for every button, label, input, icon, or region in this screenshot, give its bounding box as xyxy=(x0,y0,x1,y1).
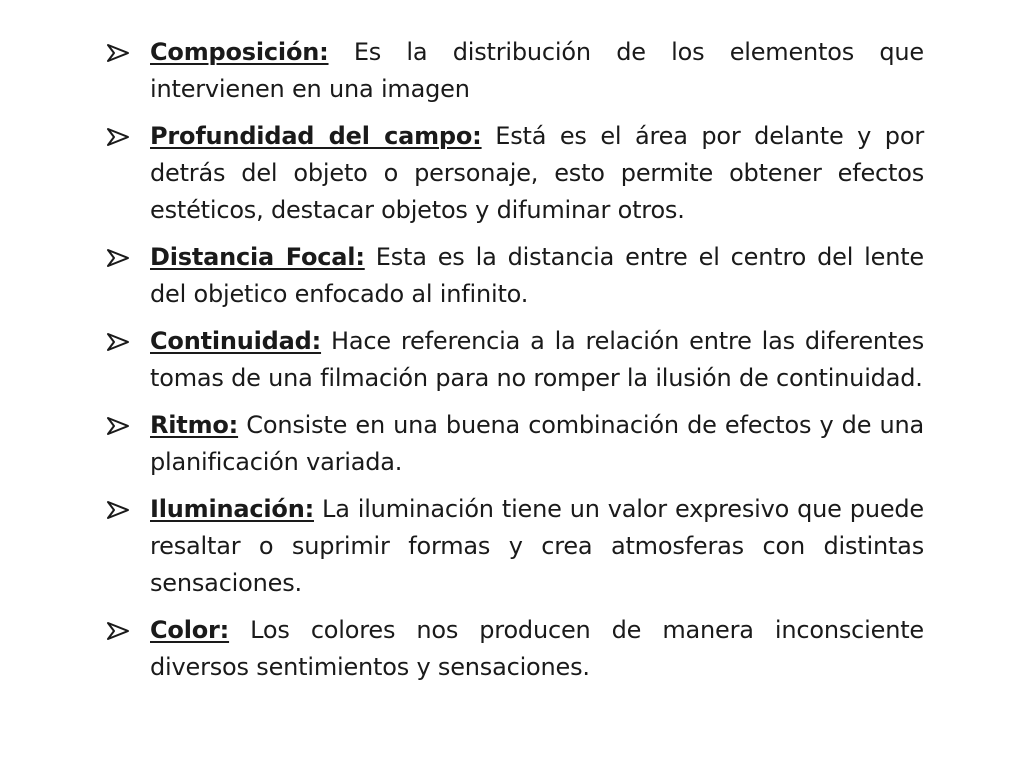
list-item-profundidad-del-campo xyxy=(106,118,924,229)
arrowhead-bullet-icon xyxy=(106,491,130,528)
term-description: Los colores nos producen de manera inconsciente diversos sentimientos y sensaciones. xyxy=(150,616,924,681)
term-label: Iluminación: xyxy=(150,495,314,523)
term-description: Esta es la distancia entre el centro del lente del objetico enfocado al infinito. xyxy=(150,243,924,308)
term-label: Distancia Focal: xyxy=(150,243,365,271)
list-item-composicion xyxy=(106,34,924,108)
list-item-color xyxy=(106,612,924,686)
term-label: Continuidad: xyxy=(150,327,322,355)
term-label: Profundidad del campo: xyxy=(150,122,482,150)
arrowhead-bullet-icon xyxy=(106,407,130,444)
term-description: Hace referencia a la relación entre las diferentes tomas de una filmación para no romper la ilusión de continuidad. xyxy=(150,327,924,392)
arrowhead-bullet-icon xyxy=(106,323,130,360)
term-description: La iluminación tiene un valor expresivo que puede resaltar o suprimir formas y crea atmosferas con distintas sensaciones. xyxy=(150,495,924,597)
arrowhead-bullet-icon xyxy=(106,118,130,155)
arrowhead-bullet-icon xyxy=(106,612,130,649)
term-label: Color: xyxy=(150,616,230,644)
bullet-list xyxy=(106,34,924,696)
term-description: Está es el área por delante y por detrás del objeto o personaje, esto permite obtener efectos estéticos, destacar objetos y difuminar otros. xyxy=(150,122,924,224)
list-item-ritmo xyxy=(106,407,924,481)
arrowhead-bullet-icon xyxy=(106,34,130,71)
term-description: Consiste en una buena combinación de efectos y de una planificación variada. xyxy=(150,411,924,476)
term-label: Ritmo: xyxy=(150,411,239,439)
list-item-distancia-focal xyxy=(106,239,924,313)
term-label: Composición: xyxy=(150,38,329,66)
list-item-continuidad xyxy=(106,323,924,397)
list-item-iluminacion xyxy=(106,491,924,602)
term-description: Es la distribución de los elementos que intervienen en una imagen xyxy=(150,38,924,103)
arrowhead-bullet-icon xyxy=(106,239,130,276)
